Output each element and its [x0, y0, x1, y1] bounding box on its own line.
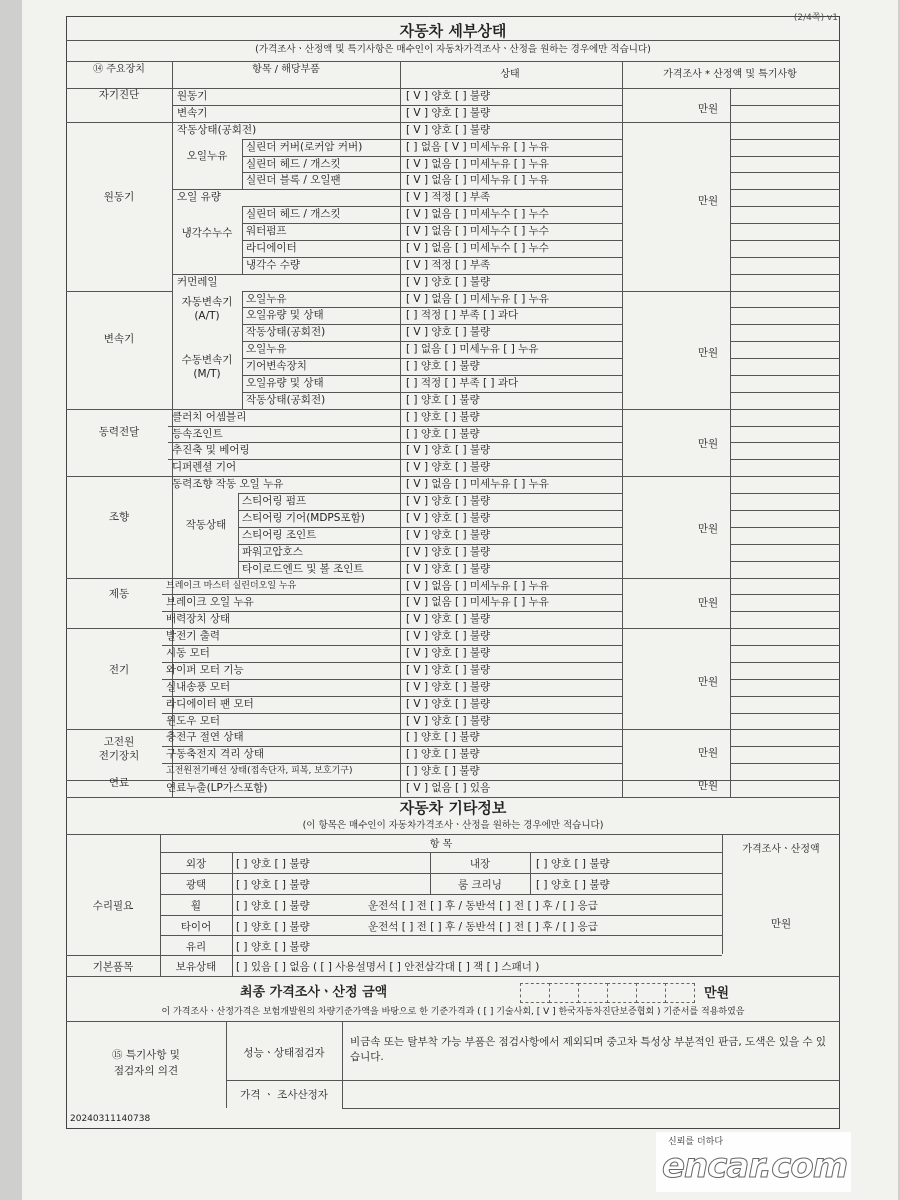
group-line	[66, 476, 172, 477]
row-line	[162, 578, 622, 579]
opinion-bottom-line	[342, 1108, 840, 1109]
group-steering: 조향	[108, 511, 130, 523]
row-line	[242, 257, 622, 258]
row-line	[162, 611, 622, 612]
detail-item: 실린더 헤드 / 개스킷	[246, 157, 341, 170]
row-line	[173, 189, 622, 190]
room-cleaning-label: 룸 크리닝	[458, 879, 502, 891]
row-line	[162, 628, 622, 629]
col-item: 항목 / 해당부품	[252, 64, 320, 75]
price-unit: 만원	[697, 747, 719, 759]
wheel-label: 휠	[190, 900, 202, 912]
detail-item: 추진축 및 베어링	[172, 444, 250, 457]
detail-item: 워터펌프	[246, 225, 287, 238]
price-row-line	[730, 561, 840, 562]
price-row-line	[730, 172, 840, 173]
etc-col-line	[530, 852, 531, 894]
row-line	[162, 645, 622, 646]
row-line	[242, 240, 622, 241]
row-line	[242, 139, 622, 140]
sub-coolant-leak: 냉각수누수	[181, 227, 233, 239]
detail-status: [ V ] 양호 [ ] 불량	[406, 545, 491, 558]
detail-status: [ V ] 없음 [ ] 미세누유 [ ] 누유	[406, 579, 549, 592]
sub-line	[238, 493, 239, 577]
interior-status: [ ] 양호 [ ] 불량	[536, 858, 610, 870]
price-unit: 만원	[697, 523, 719, 535]
price-row-line	[730, 763, 840, 764]
price-row-line	[730, 156, 840, 157]
price-row-line	[730, 223, 840, 224]
etc-row-line	[160, 915, 722, 916]
row-line	[238, 527, 622, 528]
detail-status: [ V ] 양호 [ ] 불량	[406, 461, 491, 474]
page-number: (2/4쪽) v1	[793, 13, 838, 23]
price-row-line	[730, 392, 840, 393]
etc-group-line	[66, 955, 160, 956]
final-amount-note: 이 가격조사ㆍ산정가격은 보험개발원의 차량기준가액을 바탕으로 한 기준가격과 ( [ ] 기술사회, [ V ] 한국자동차진단보증협회 ) 기준서를 적용하였음	[161, 1007, 745, 1017]
row-line	[162, 780, 622, 781]
detail-bottom-line	[66, 797, 840, 798]
detail-item: 시동 모터	[166, 647, 210, 660]
group-line	[66, 409, 172, 410]
row-line	[168, 459, 622, 460]
detail-item: 발전기 출력	[166, 630, 221, 643]
detail-status: [ V ] 없음 [ ] 미세누유 [ ] 누유	[406, 292, 549, 305]
etc-col-header-line	[160, 852, 722, 853]
document-id: 20240311140738	[70, 1114, 151, 1124]
gloss-status: [ ] 양호 [ ] 불량	[236, 879, 310, 891]
row-line	[238, 544, 622, 545]
detail-status: [ V ] 양호 [ ] 불량	[406, 697, 491, 710]
detail-status: [ V ] 양호 [ ] 불량	[406, 123, 491, 136]
row-line	[238, 493, 622, 494]
detail-item: 고전원전기배선 상태(접속단자, 피복, 보호기구)	[166, 766, 353, 777]
group-line	[66, 729, 172, 730]
room-cleaning-status: [ ] 양호 [ ] 불량	[536, 879, 610, 891]
price-row-line	[730, 257, 840, 258]
etc-col-item: 항 목	[429, 839, 453, 850]
row-line	[162, 662, 622, 663]
detail-status: [ ] 양호 [ ] 불량	[406, 427, 480, 440]
col-line	[622, 61, 623, 797]
col-main-device: ⑭ 주요장치	[93, 64, 145, 75]
detail-status: [ V ] 양호 [ ] 불량	[406, 647, 491, 660]
price-row-line	[730, 729, 840, 730]
detail-status: [ V ] 없음 [ ] 미세누유 [ ] 누유	[406, 596, 549, 609]
detail-item: 와이퍼 모터 기능	[166, 663, 244, 676]
detail-status: [ V ] 적정 [ ] 부족	[406, 191, 491, 204]
price-row-line	[730, 493, 840, 494]
price-row-line	[730, 307, 840, 308]
group-line	[66, 578, 172, 579]
detail-item: 기어변속장치	[246, 360, 307, 373]
price-unit: 만원	[697, 103, 719, 115]
row-line	[242, 375, 622, 376]
detail-status: [ V ] 적정 [ ] 부족	[406, 258, 491, 271]
row-line	[168, 426, 622, 427]
detail-item: 작동상태(공회전)	[177, 123, 257, 136]
detail-item: 냉각수 수량	[246, 258, 301, 271]
detail-item: 커먼레일	[177, 275, 218, 288]
row-line	[173, 274, 622, 275]
col-price: 가격조사 * 산정액 및 특기사항	[663, 69, 797, 80]
detail-item: 작동상태(공회전)	[246, 326, 326, 339]
price-row-line	[730, 476, 840, 477]
col-status: 상태	[500, 69, 520, 80]
detail-item: 원동기	[177, 90, 208, 102]
tire-status: [ ] 양호 [ ] 불량	[236, 921, 310, 933]
exterior-status: [ ] 양호 [ ] 불량	[236, 858, 310, 870]
row-line	[162, 679, 622, 680]
interior-label: 내장	[469, 858, 491, 870]
group-line	[66, 628, 172, 629]
detail-status: [ V ] 양호 [ ] 불량	[406, 663, 491, 676]
row-line	[168, 409, 622, 410]
price-row-line	[730, 662, 840, 663]
detail-status: [ V ] 양호 [ ] 불량	[406, 326, 491, 339]
price-unit: 만원	[697, 676, 719, 688]
detail-status: [ V ] 양호 [ ] 불량	[406, 444, 491, 457]
group-electric: 전기	[108, 664, 130, 676]
title-line	[66, 40, 840, 41]
detail-item: 실린더 헤드 / 개스킷	[246, 208, 341, 221]
detail-status: [ V ] 없음 [ ] 미세누수 [ ] 누수	[406, 225, 549, 238]
header-bottom-line	[66, 88, 840, 89]
price-row-line	[730, 341, 840, 342]
detail-item: 변속기	[177, 106, 208, 119]
opinion-label-1: ⑮ 특기사항 및	[112, 1049, 180, 1061]
detail-item: 브레이크 오일 누유	[166, 596, 254, 609]
sub-oil-leak: 오일누유	[186, 150, 228, 162]
possession-status: [ ] 있음 [ ] 없음 ( [ ] 사용설명서 [ ] 안전삼각대 [ ] 잭 [ ] 스패너 )	[236, 961, 540, 973]
price-row-line	[730, 139, 840, 140]
detail-status: [ V ] 양호 [ ] 불량	[406, 90, 491, 102]
row-line	[173, 122, 622, 123]
detail-item: 클러치 어셈블리	[172, 410, 247, 423]
detail-status: [ V ] 양호 [ ] 불량	[406, 680, 491, 693]
detail-item: 파워고압호스	[242, 545, 303, 558]
tire-detail: 운전석 [ ] 전 [ ] 후 / 동반석 [ ] 전 [ ] 후 / [ ] 응급	[368, 921, 598, 933]
etc-col-line	[232, 852, 233, 976]
possession-label: 보유상태	[175, 961, 217, 973]
sub-manual-trans: 수동변속기	[181, 354, 233, 366]
detail-status: [ V ] 양호 [ ] 불량	[406, 562, 491, 575]
final-bottom-line	[66, 1021, 840, 1022]
row-line	[238, 561, 622, 562]
detail-status: [ V ] 없음 [ ] 미세누유 [ ] 누유	[406, 478, 549, 491]
price-unit: 만원	[697, 195, 719, 207]
price-row-line	[730, 459, 840, 460]
detail-item: 실린더 커버(로커암 커버)	[246, 140, 363, 153]
price-row-line	[730, 645, 840, 646]
detail-title: 자동차 세부상태	[399, 22, 507, 40]
sub-auto-trans-code: (A/T)	[194, 310, 220, 322]
detail-status: [ V ] 양호 [ ] 불량	[406, 613, 491, 626]
price-row-line	[730, 324, 840, 325]
opinion-col-line	[342, 1021, 343, 1108]
detail-item: 실내송풍 모터	[166, 680, 231, 693]
final-amount-boxes	[520, 983, 694, 1003]
detail-item: 연료누출(LP가스포함)	[166, 782, 268, 795]
group-self-diagnosis: 자기진단	[98, 89, 140, 101]
detail-item: 윈도우 모터	[166, 714, 221, 727]
detail-item: 등속조인트	[172, 427, 223, 440]
glass-status: [ ] 양호 [ ] 불량	[236, 941, 310, 953]
sub-auto-trans: 자동변속기	[181, 296, 233, 308]
detail-status: [ ] 적정 [ ] 부족 [ ] 과다	[406, 376, 519, 389]
price-row-line	[730, 713, 840, 714]
detail-status: [ V ] 양호 [ ] 불량	[406, 495, 491, 508]
price-unit: 만원	[697, 780, 719, 792]
row-line	[242, 358, 622, 359]
price-row-line	[730, 291, 840, 292]
etc-subtitle: (이 항목은 매수인이 자동차가격조사ㆍ산정을 원하는 경우에만 적습니다)	[302, 820, 604, 831]
group-fuel: 연료	[108, 777, 130, 789]
detail-status: [ ] 양호 [ ] 불량	[406, 748, 480, 761]
price-row-line	[730, 240, 840, 241]
price-inspector-label: 가격 ㆍ 조사산정자	[240, 1089, 328, 1101]
detail-status: [ V ] 양호 [ ] 불량	[406, 528, 491, 541]
inspector-opinion: 비금속 또는 탈부착 가능 부품은 점검사항에서 제외되며 중고차 특성상 부분적인 판금, 도색은 있을 수 있습니다.	[350, 1036, 827, 1063]
price-row-line	[730, 611, 840, 612]
row-line	[242, 156, 622, 157]
detail-item: 스티어링 펌프	[242, 495, 307, 508]
price-unit: 만원	[697, 438, 719, 450]
gloss-label: 광택	[185, 879, 207, 891]
encar-watermark	[656, 1132, 851, 1192]
detail-status: [ V ] 양호 [ ] 불량	[406, 714, 491, 727]
sub-line	[242, 291, 243, 409]
opinion-label-2: 점검자의 의견	[113, 1065, 179, 1077]
wheel-detail: 운전석 [ ] 전 [ ] 후 / 동반석 [ ] 전 [ ] 후 / [ ] 응급	[368, 900, 598, 912]
final-amount-unit: 만원	[704, 986, 730, 1001]
etc-bottom-line	[66, 976, 840, 977]
row-line	[242, 206, 622, 207]
etc-row-line	[160, 894, 722, 895]
header-top-line	[66, 61, 840, 62]
group-transmission: 변속기	[103, 333, 135, 345]
group-high-voltage-2: 전기장치	[98, 750, 140, 762]
exterior-label: 외장	[185, 858, 207, 870]
watermark-brand: encar.com	[662, 1146, 848, 1186]
price-row-line	[730, 274, 840, 275]
detail-item: 타이로드엔드 및 볼 조인트	[242, 562, 364, 575]
detail-item: 스티어링 조인트	[242, 528, 317, 541]
col-line	[400, 61, 401, 797]
detail-status: [ ] 양호 [ ] 불량	[406, 765, 480, 778]
sub-line	[242, 139, 243, 190]
detail-item: 오일유량 및 상태	[246, 376, 324, 389]
price-row-line	[730, 426, 840, 427]
sub-manual-trans-code: (M/T)	[193, 368, 221, 380]
detail-item: 오일누유	[246, 292, 287, 305]
price-row-line	[730, 189, 840, 190]
detail-item: 충전구 절연 상태	[166, 731, 244, 744]
price-unit: 만원	[697, 347, 719, 359]
detail-item: 작동상태(공회전)	[246, 393, 326, 406]
detail-status: [ V ] 양호 [ ] 불량	[406, 106, 491, 119]
price-row-line	[730, 544, 840, 545]
opinion-mid-line	[226, 1080, 840, 1081]
group-power-transfer: 동력전달	[98, 426, 140, 438]
detail-item: 라디에이터 팬 모터	[166, 697, 254, 710]
row-line	[242, 392, 622, 393]
detail-status: [ ] 양호 [ ] 불량	[406, 360, 480, 373]
detail-subtitle: (가격조사ㆍ산정액 및 특기사항은 매수인이 자동차가격조사ㆍ산정을 원하는 경우에만 적습니다)	[255, 44, 651, 55]
row-line	[242, 223, 622, 224]
detail-item: 디퍼렌셜 기어	[172, 461, 237, 474]
price-row-line	[730, 578, 840, 579]
detail-status: [ ] 없음 [ ] 미세누유 [ ] 누유	[406, 343, 539, 356]
etc-price-unit: 만원	[770, 918, 792, 930]
basic-items-label: 기본품목	[92, 961, 134, 973]
group-line	[66, 122, 172, 123]
detail-status: [ V ] 양호 [ ] 불량	[406, 630, 491, 643]
detail-item: 구동축전지 격리 상태	[166, 748, 264, 761]
price-row-line	[730, 628, 840, 629]
row-line	[162, 763, 622, 764]
sub-steering-operation: 작동상태	[185, 519, 227, 531]
etc-row-line	[160, 955, 722, 956]
detail-status: [ ] 양호 [ ] 불량	[406, 731, 480, 744]
row-line	[173, 105, 622, 106]
detail-item: 오일 유량	[177, 191, 221, 204]
price-row-line	[730, 696, 840, 697]
etc-col-price: 가격조사ㆍ산정액	[742, 844, 820, 855]
group-brake: 제동	[108, 588, 130, 600]
watermark-tagline: 신뢰를 더하다	[668, 1137, 724, 1147]
etc-row-line	[160, 935, 722, 936]
detail-status: [ V ] 없음 [ ] 있음	[406, 782, 491, 795]
detail-status: [ V ] 양호 [ ] 불량	[406, 275, 491, 288]
detail-status: [ ] 없음 [ V ] 미세누유 [ ] 누유	[406, 140, 549, 153]
row-line	[162, 713, 622, 714]
detail-item: 동력조향 작동 오일 누유	[172, 478, 284, 491]
detail-item: 배력장치 상태	[166, 613, 231, 626]
detail-status: [ V ] 없음 [ ] 미세누유 [ ] 누유	[406, 157, 549, 170]
sub-line	[242, 206, 243, 274]
group-line	[66, 291, 172, 292]
detail-item: 오일유량 및 상태	[246, 309, 324, 322]
row-line	[162, 696, 622, 697]
row-line	[242, 291, 622, 292]
group-high-voltage: 고전원	[103, 736, 135, 748]
detail-item: 브레이크 마스터 실린더오일 누유	[166, 580, 297, 591]
row-line	[238, 510, 622, 511]
repair-needed-label: 수리필요	[92, 900, 134, 912]
glass-label: 유리	[185, 941, 207, 953]
final-amount-title: 최종 가격조사ㆍ산정 금액	[240, 985, 388, 1000]
price-row-line	[730, 510, 840, 511]
detail-item: 오일누유	[246, 343, 287, 356]
detail-item: 실린더 블록 / 오일팬	[246, 174, 341, 187]
price-row-line	[730, 375, 840, 376]
detail-status: [ ] 양호 [ ] 불량	[406, 410, 480, 423]
detail-status: [ V ] 없음 [ ] 미세누수 [ ] 누수	[406, 208, 549, 221]
price-unit: 만원	[697, 597, 719, 609]
price-row-line	[730, 88, 840, 89]
tire-label: 타이어	[180, 921, 212, 933]
price-row-line	[730, 122, 840, 123]
group-engine: 원동기	[103, 191, 135, 203]
detail-status: [ V ] 없음 [ ] 미세누유 [ ] 누유	[406, 174, 549, 187]
detail-status: [ ] 양호 [ ] 불량	[406, 393, 480, 406]
detail-status: [ V ] 양호 [ ] 불량	[406, 512, 491, 524]
detail-status: [ ] 적정 [ ] 부족 [ ] 과다	[406, 309, 519, 322]
detail-status: [ V ] 없음 [ ] 미세누수 [ ] 누수	[406, 241, 549, 254]
wheel-status: [ ] 양호 [ ] 불량	[236, 900, 310, 912]
etc-title: 자동차 기타정보	[399, 799, 507, 817]
etc-row-line	[160, 873, 722, 874]
price-row-line	[730, 409, 840, 410]
price-row-line	[730, 594, 840, 595]
etc-header-line	[66, 834, 840, 835]
inspector-label: 성능ㆍ상태점검자	[243, 1047, 325, 1059]
detail-item: 라디에이터	[246, 241, 297, 254]
detail-item: 스티어링 기어(MDPS포함)	[242, 512, 365, 524]
